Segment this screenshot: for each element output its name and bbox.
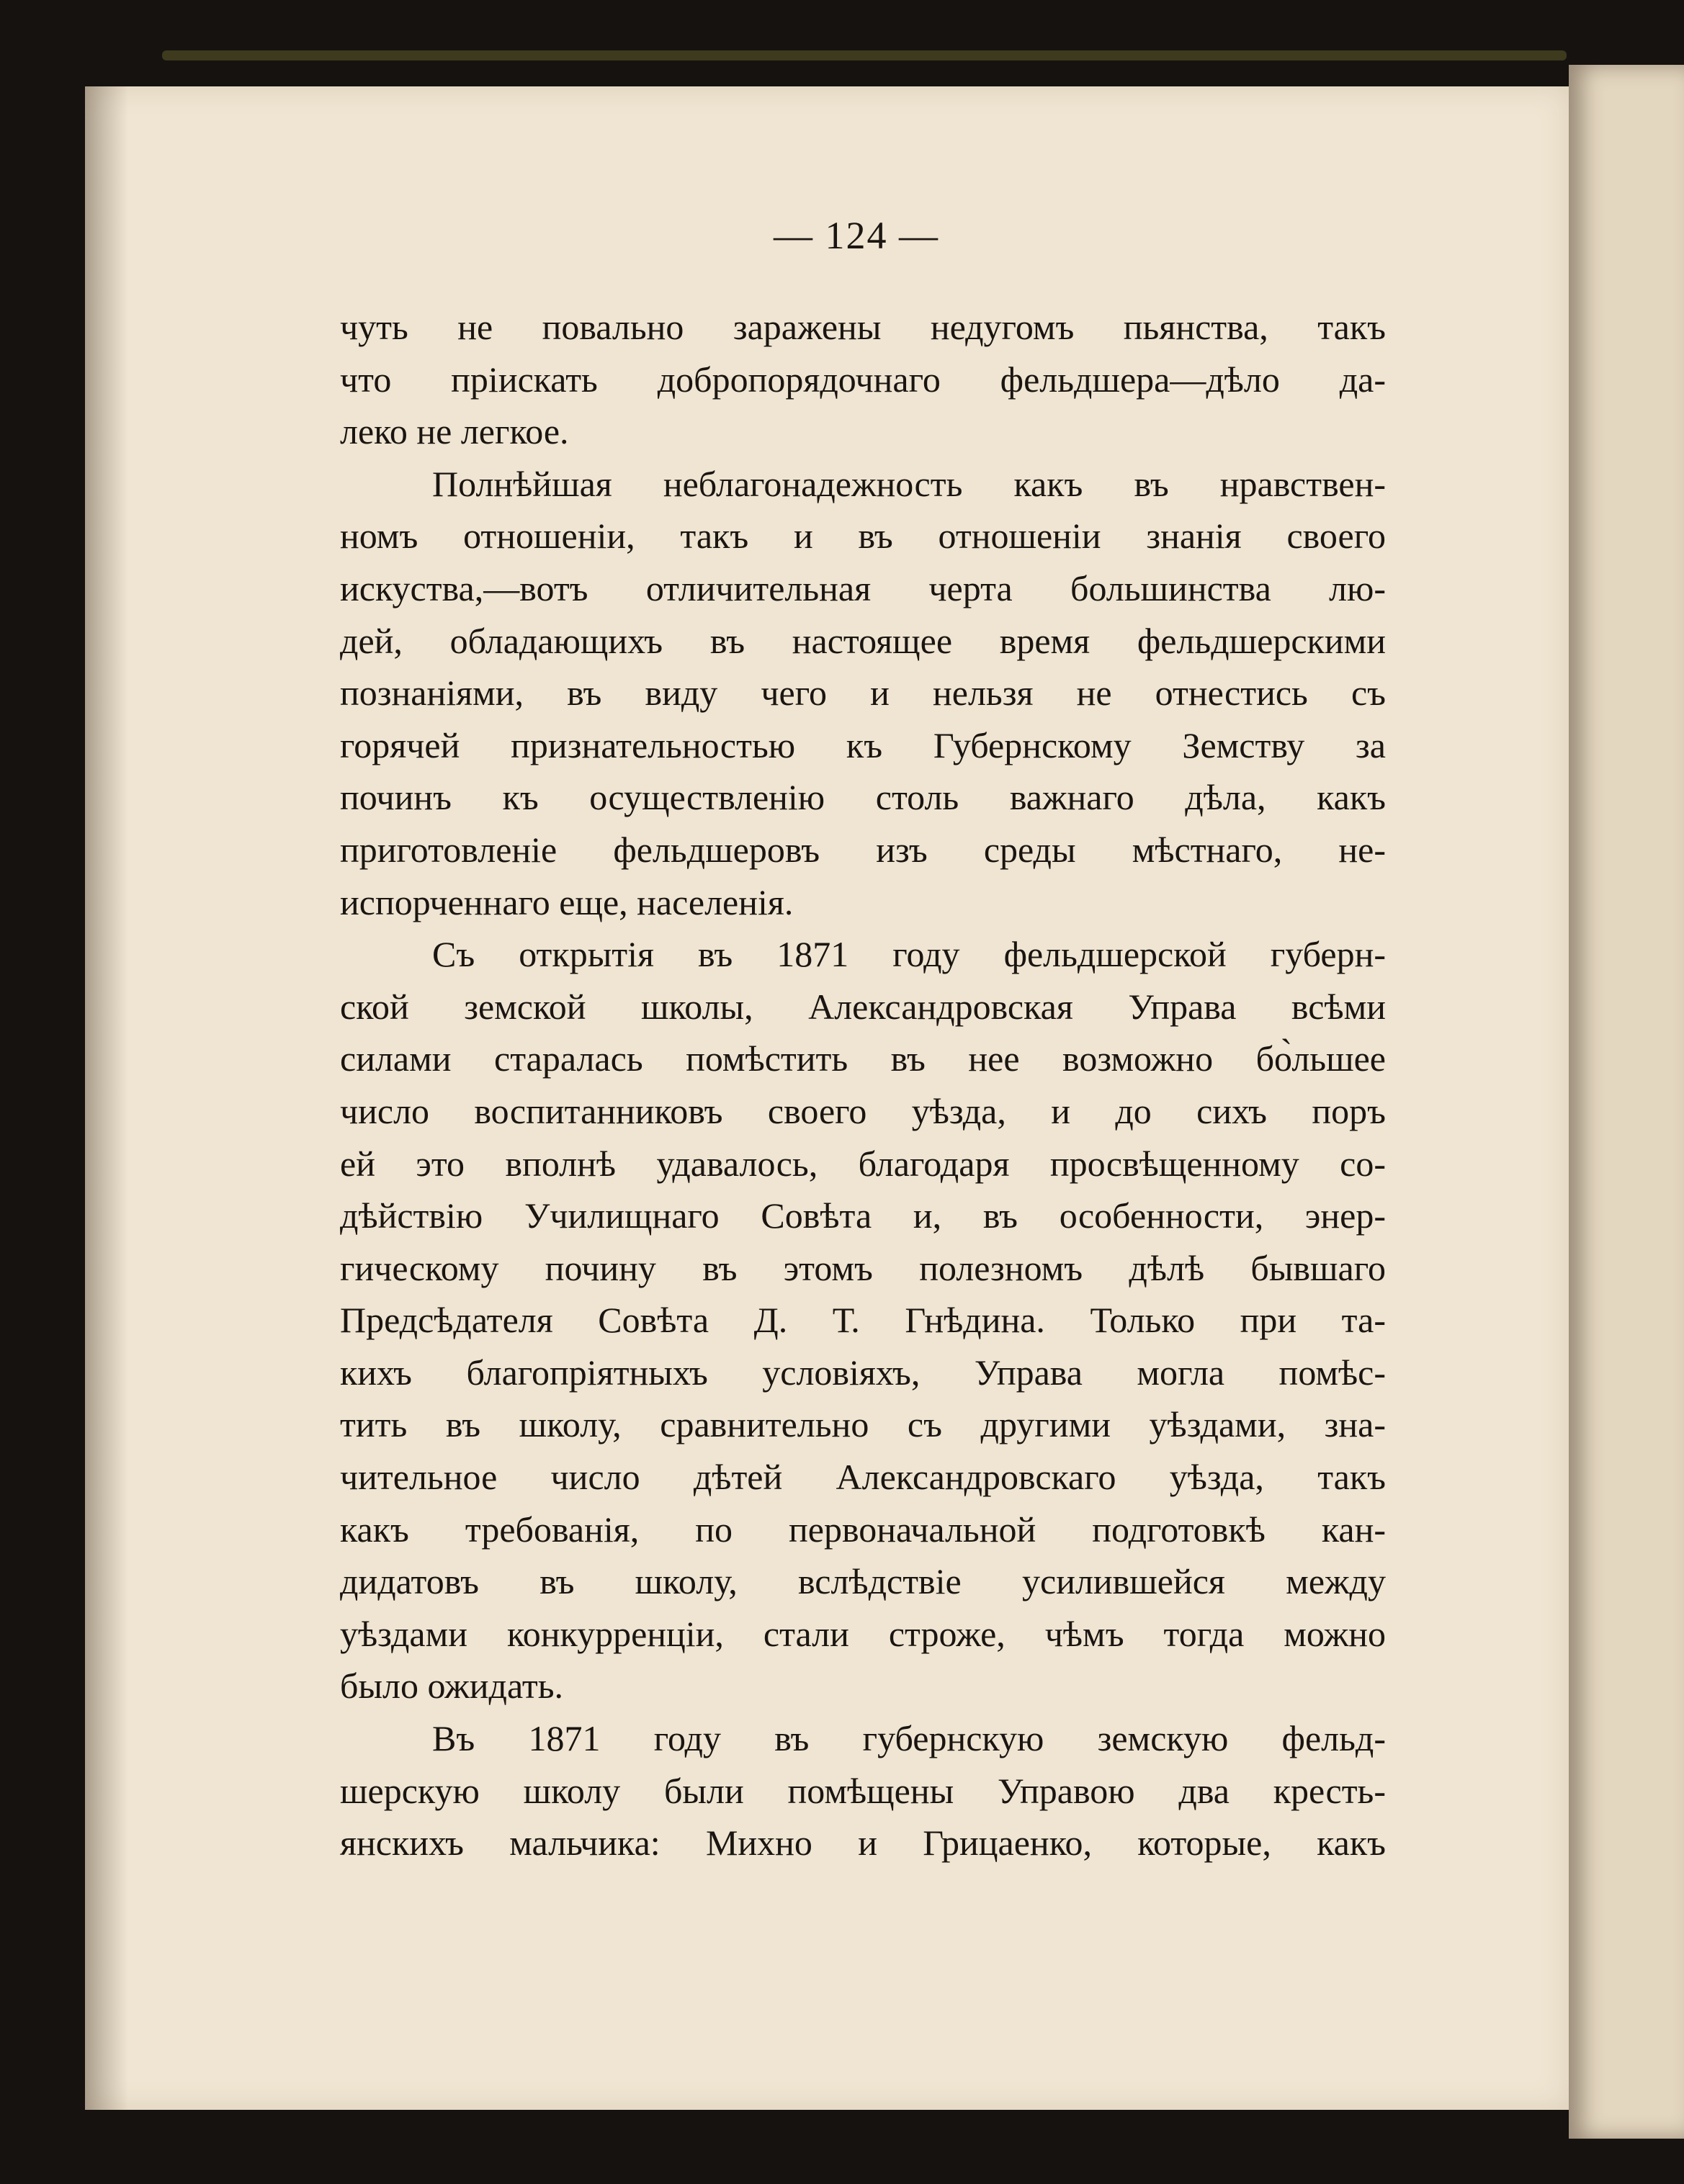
text-line: янскихъ мальчика: Михно и Грицаенко, которые, какъ <box>340 1823 1386 1864</box>
text-line: чительное число дѣтей Александровскаго уѣзда, такъ <box>340 1457 1386 1498</box>
text-line: что пріискать добропорядочнаго фельдшера—дѣло да- <box>340 359 1386 400</box>
page-gutter-shadow <box>85 86 128 2110</box>
text-line: Съ открытія въ 1871 году фельдшерской губерн- <box>432 934 1386 975</box>
text-line: леко не легкое. <box>340 411 569 452</box>
text-line: дѣйствію Училищнаго Совѣта и, въ особенности, энер- <box>340 1195 1386 1236</box>
text-line: было ожидать. <box>340 1666 564 1707</box>
paragraph-4 <box>340 1712 1386 1869</box>
text-line: тить въ школу, сравнительно съ другими уѣздами, зна- <box>340 1404 1386 1445</box>
text-line: горячей признательностью къ Губернскому Земству за <box>340 724 1386 765</box>
facing-page-edge <box>1569 65 1684 2139</box>
paragraph-3 <box>340 928 1386 1712</box>
text-line: дидатовъ въ школу, вслѣдствіе усилившейся между <box>340 1561 1386 1602</box>
text-line: гическому почину въ этомъ полезномъ дѣлѣ бывшаго <box>340 1247 1386 1288</box>
text-line: испорченнаго еще, населенія. <box>340 881 794 922</box>
text-line: какъ требованія, по первоначальной подготовкѣ кан- <box>340 1509 1386 1550</box>
text-line: Въ 1871 году въ губернскую земскую фельд- <box>432 1718 1386 1759</box>
book-cover-edge <box>162 50 1567 60</box>
text-line: Предсѣдателя Совѣта Д. Т. Гнѣдина. Только при та- <box>340 1300 1386 1341</box>
text-line: ей это вполнѣ удавалось, благодаря просвѣщенному со- <box>340 1143 1386 1184</box>
text-line: число воспитанниковъ своего уѣзда, и до сихъ поръ <box>340 1090 1386 1131</box>
text-line: искуства,—вотъ отличительная черта большинства лю- <box>340 567 1386 608</box>
text-line: Полнѣйшая неблагонадежность какъ въ нравствен- <box>432 463 1386 504</box>
text-line: дей, обладающихъ въ настоящее время фельдшерскими <box>340 620 1386 661</box>
text-line: кихъ благопріятныхъ условіяхъ, Управа могла помѣс- <box>340 1352 1386 1393</box>
text-line: шерскую школу были помѣщены Управою два кресть- <box>340 1770 1386 1811</box>
text-line: чуть не повально заражены недугомъ пьянства, такъ <box>340 307 1386 347</box>
paragraph-1 <box>340 301 1386 458</box>
page-body-text <box>340 301 1386 1869</box>
text-line: приготовленіе фельдшеровъ изъ среды мѣстнаго, не- <box>340 829 1386 870</box>
paragraph-2 <box>340 458 1386 928</box>
text-line: уѣздами конкурренціи, стали строже, чѣмъ тогда можно <box>340 1613 1386 1654</box>
text-line: номъ отношеніи, такъ и въ отношеніи знанія своего <box>340 516 1386 557</box>
text-line: ской земской школы, Александровская Управа всѣми <box>340 986 1386 1027</box>
text-line: починъ къ осуществленію столь важнаго дѣла, какъ <box>340 777 1386 818</box>
text-line: познаніями, въ виду чего и нельзя не отнестись съ <box>340 673 1386 714</box>
page-number: — 124 — <box>774 214 939 257</box>
text-line: силами старалась помѣстить въ нее возможно бо̀льшее <box>340 1038 1386 1079</box>
